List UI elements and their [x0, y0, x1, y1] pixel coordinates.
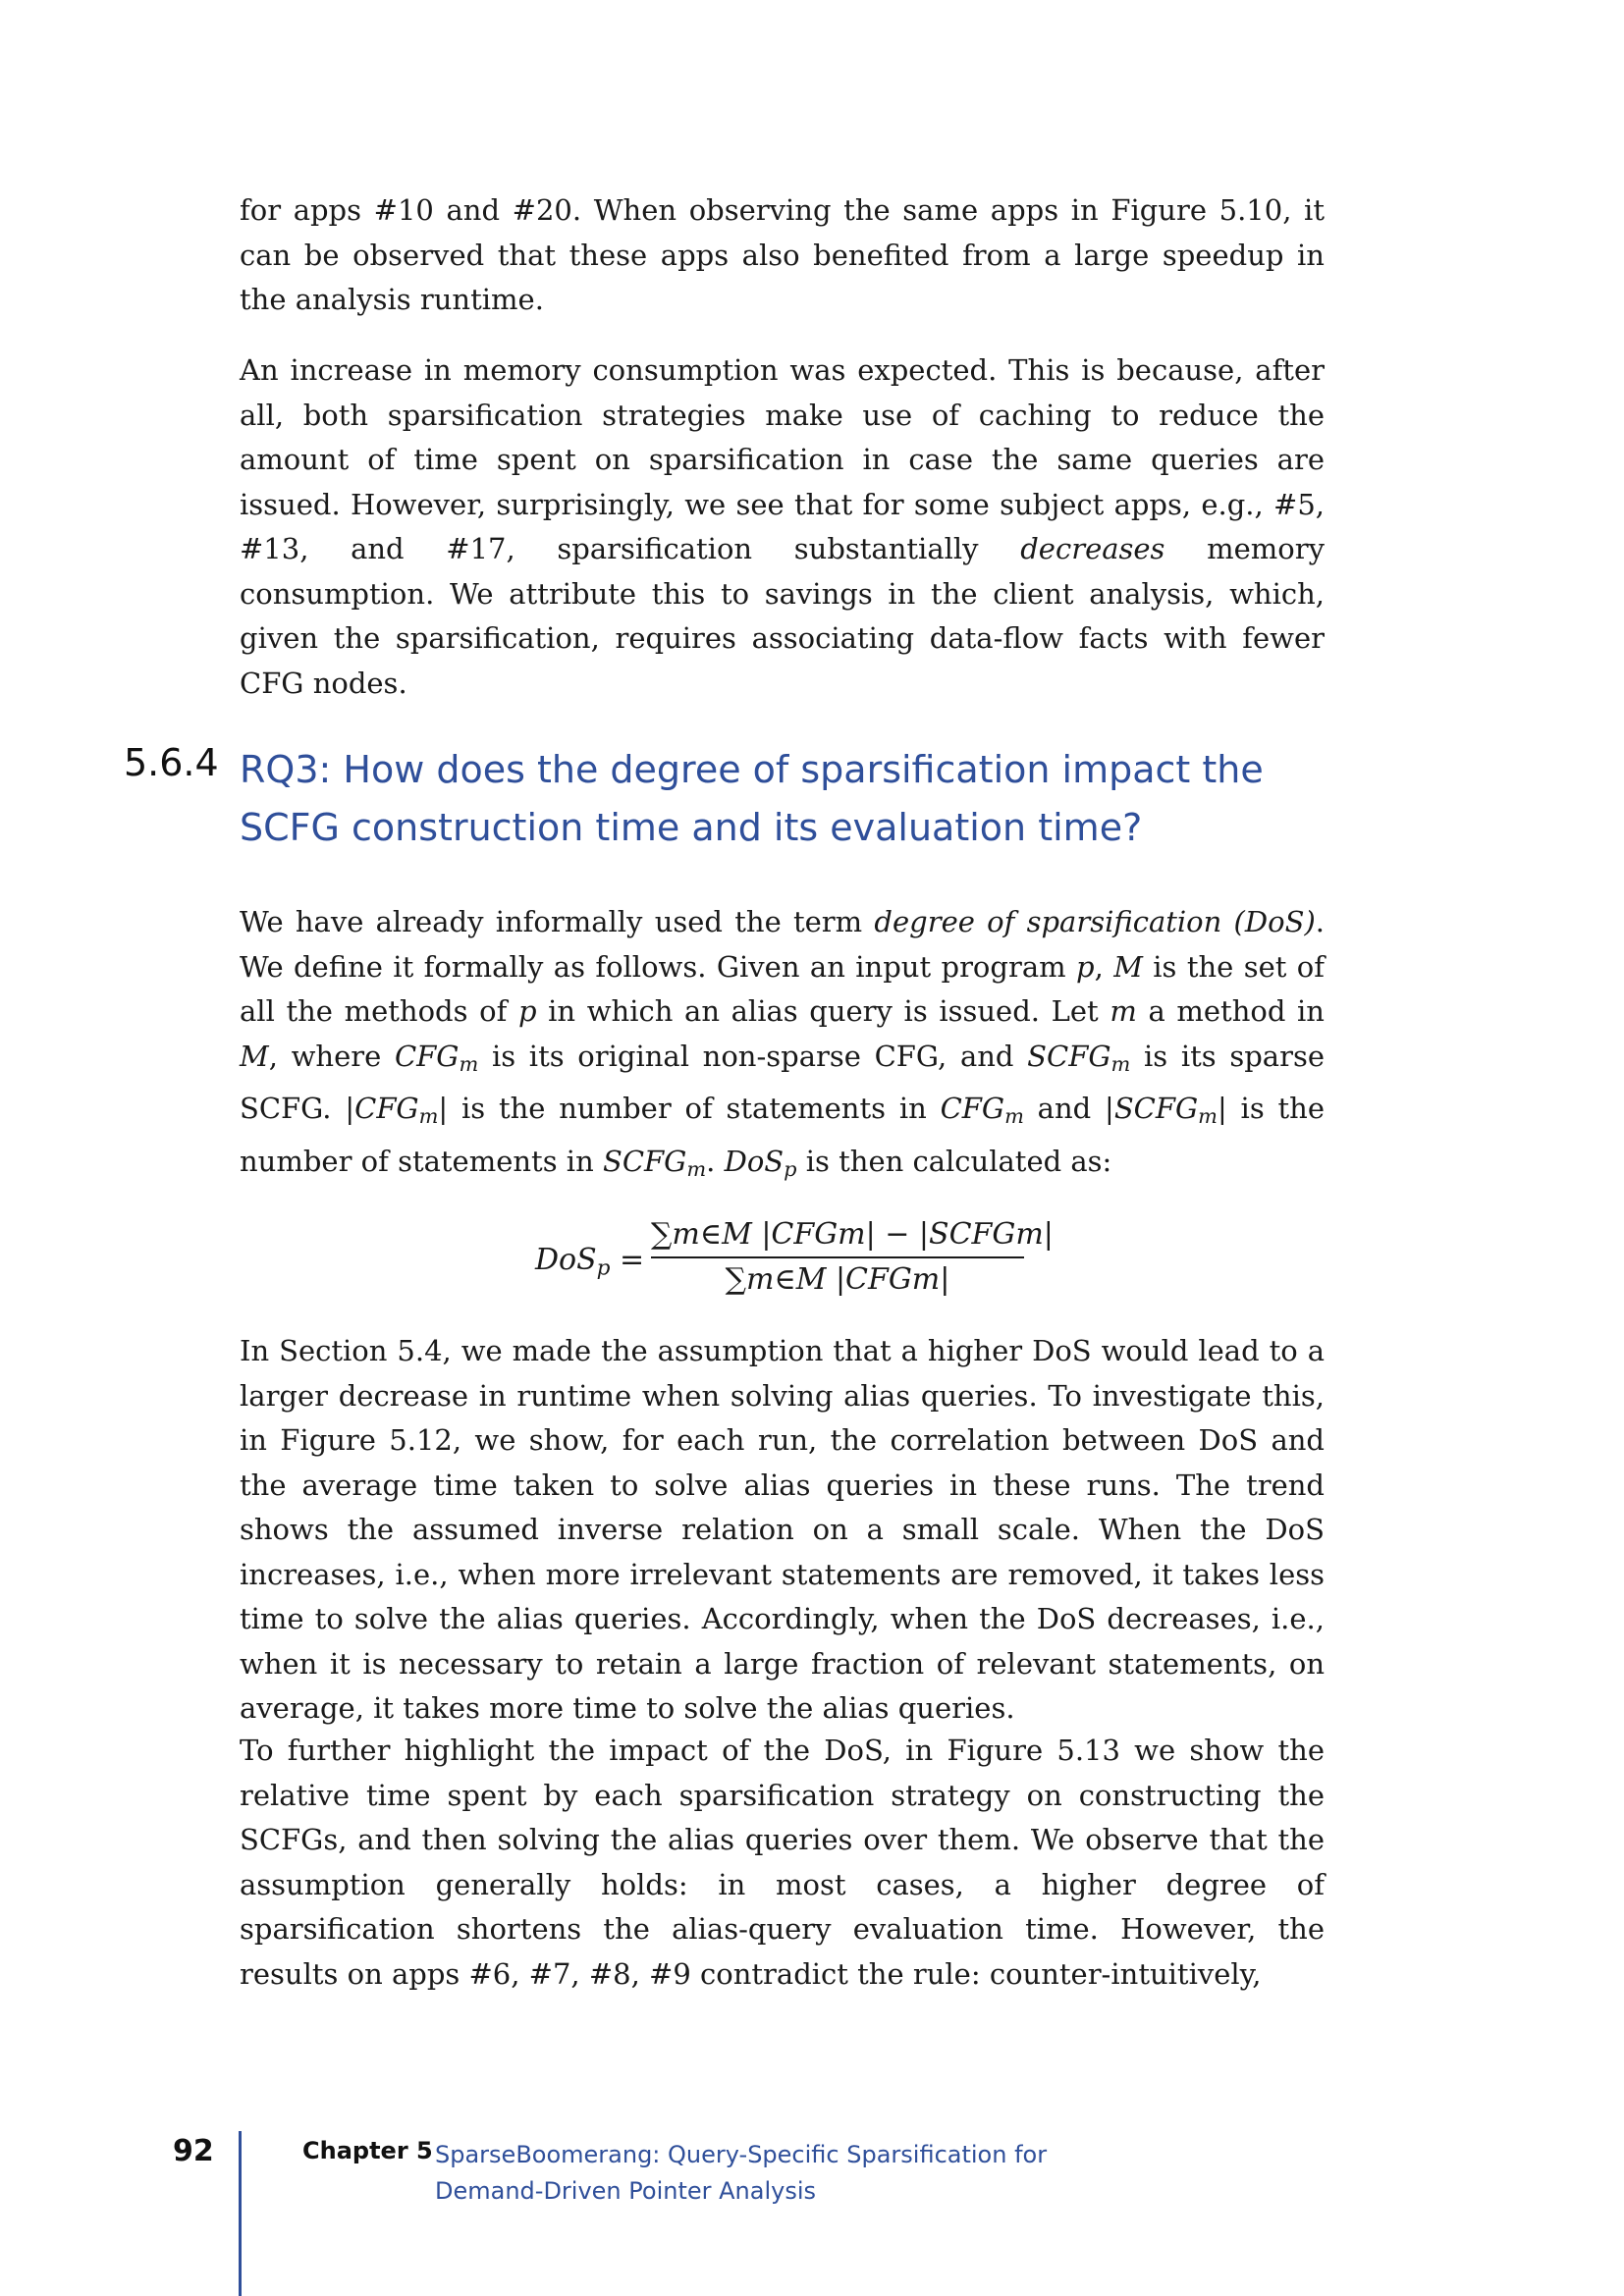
- equation-denominator: ∑m∈M |CFGm|: [725, 1262, 950, 1297]
- p3-text: is the set of all the methods of: [240, 949, 1325, 1028]
- p3-text: , where: [268, 1039, 395, 1073]
- math-cfg-m: [940, 1092, 1024, 1129]
- math-dos: DoS: [724, 1144, 785, 1178]
- section-number: 5.6.4: [124, 741, 219, 784]
- math-sub-m: m: [1004, 1104, 1024, 1129]
- footer-chapter-label: Chapter 5: [302, 2137, 433, 2164]
- math-cfg: CFG: [394, 1039, 460, 1073]
- p3-text: is its original non-sparse CFG, and: [478, 1039, 1028, 1073]
- math-bar: |: [345, 1092, 355, 1126]
- math-scfg: SCFG: [602, 1144, 687, 1178]
- math-sub-m: m: [1198, 1104, 1218, 1129]
- math-p: p: [517, 994, 537, 1028]
- math-sub-m: m: [459, 1051, 479, 1076]
- p3-text: . We define it formally as follows. Given an input program: [240, 905, 1325, 984]
- math-sub-p: p: [784, 1157, 797, 1182]
- p3-emphasis: degree of sparsification (DoS): [874, 905, 1316, 938]
- math-scfg: SCFG: [1113, 1092, 1199, 1126]
- math-M: M: [1113, 949, 1143, 984]
- math-sub-m: m: [686, 1157, 707, 1182]
- p3-text: is the number of statements in: [240, 1092, 1325, 1178]
- fraction-bar: [651, 1256, 1024, 1258]
- math-bar: |: [438, 1092, 449, 1126]
- paragraph-2: [240, 348, 1325, 706]
- equation-fraction: [651, 1215, 1054, 1300]
- math-cfg: CFG: [940, 1092, 1005, 1126]
- paragraph-2-text-a: An increase in memory consumption was expected. This is because, after all, both sparsification strategies make use of caching to reduce the amount of time spent on sparsification in case the same queries are issued. However, surprisingly, we see that for some subject apps, e.g., #5, #13, and #17, sparsification substantially: [240, 353, 1325, 565]
- math-scfg-m: [1027, 1039, 1131, 1076]
- math-scfg-m: [602, 1144, 707, 1182]
- paragraph-4: In Section 5.4, we made the assumption that a higher DoS would lead to a larger decrease in runtime when solving alias queries. To investigate this, in Figure 5.12, we show, for each run, the correlation between DoS and the average time taken to solve alias queries in these runs. The trend shows the assumed inverse relation on a small scale. When the DoS increases, i.e., when more irrelevant statements are removed, it takes less time to solve the alias queries. Accordingly, when the DoS decreases, i.e., when it is necessary to retain a large fraction of relevant statements, on average, it takes more time to solve the alias queries.: [240, 1334, 1325, 1725]
- footer-chapter-title: SparseBoomerang: Query-Specific Sparsification for Demand-Driven Pointer Analysis: [435, 2141, 1048, 2205]
- p3-text: in which an alias query is issued. Let: [536, 994, 1110, 1028]
- p3-text: is its sparse SCFG.: [240, 1039, 1325, 1126]
- math-sub-m: m: [418, 1104, 439, 1129]
- math-dos-p: [724, 1144, 797, 1182]
- p3-text: and: [1023, 1092, 1106, 1126]
- math-p: p: [1076, 949, 1095, 984]
- math-bar: |: [1217, 1092, 1227, 1126]
- p3-text: .: [706, 1144, 725, 1178]
- math-m: m: [1110, 994, 1137, 1028]
- paragraph-3: [240, 900, 1325, 1193]
- p3-text: a method in: [1136, 994, 1325, 1028]
- paragraph-1: for apps #10 and #20. When observing the same apps in Figure 5.10, it can be observed that these apps also benefited from a large speedup in the analysis runtime.: [240, 193, 1325, 316]
- math-abs-cfg-m: [345, 1092, 449, 1129]
- math-sub-m: m: [1110, 1051, 1131, 1076]
- math-scfg: SCFG: [1027, 1039, 1111, 1073]
- math-M: M: [240, 1039, 269, 1073]
- paragraph-2-emphasis: decreases: [1020, 532, 1165, 565]
- p3-text: is the number of statements in: [448, 1092, 941, 1126]
- equation-lhs-sub: p: [596, 1255, 611, 1281]
- page-number: 92: [173, 2134, 214, 2168]
- paragraph-2-text-b: memory consumption. We attribute this to savings in the client analysis, which, given the sparsification, requires associating data-flow facts with fewer CFG nodes.: [240, 532, 1325, 700]
- math-abs-scfg-m: [1105, 1092, 1227, 1129]
- equation-lhs-symbol: DoS: [535, 1243, 597, 1277]
- p3-text: We have already informally used the term: [240, 905, 875, 938]
- section-title: RQ3: How does the degree of sparsification impact the SCFG construction time and its evaluation time?: [240, 748, 1264, 849]
- equation-equals: =: [610, 1243, 645, 1277]
- equation-numerator: ∑m∈M |CFGm| − |SCFGm|: [651, 1217, 1054, 1252]
- footer-divider: [239, 2131, 242, 2296]
- math-bar: |: [1105, 1092, 1114, 1126]
- math-cfg-m: [394, 1039, 479, 1076]
- math-cfg: CFG: [354, 1092, 419, 1126]
- paragraph-5: To further highlight the impact of the DoS, in Figure 5.13 we show the relative time spent by each sparsification strategy on constructing the SCFGs, and then solving the alias queries over them. We observe that the assumption generally holds: in most cases, a higher degree of sparsification shortens the alias-query evaluation time. However, the results on apps #6, #7, #8, #9 contradict the rule: counter-intuitively,: [240, 1734, 1325, 1991]
- equation-lhs: [535, 1243, 644, 1280]
- p3-text: ,: [1094, 949, 1114, 984]
- p3-text: is then calculated as:: [796, 1144, 1112, 1178]
